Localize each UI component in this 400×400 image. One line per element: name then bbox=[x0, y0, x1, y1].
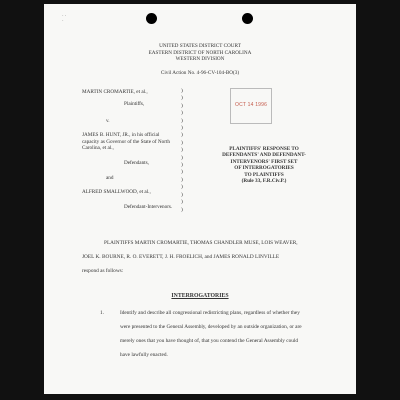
defendant-line-1: JAMES B. HUNT, JR., in his official bbox=[82, 132, 160, 138]
plaintiff-role: Plaintiffs, bbox=[124, 101, 145, 107]
court-name: UNITED STATES DISTRICT COURT bbox=[159, 43, 241, 49]
civil-action-number: Civil Action No. 4-96-CV-104-BO(3) bbox=[160, 70, 240, 76]
response-title-line-3: INTERVENORS' FIRST SET bbox=[230, 158, 298, 165]
scan-specks: · · · bbox=[62, 14, 67, 24]
response-title bbox=[194, 146, 334, 184]
intro-line-2: JOEL K. BOURNE, R. O. EVERETT, J. H. FROELICH, and JAMES RONALD LINVILLE bbox=[82, 254, 280, 260]
response-title-line-6: (Rule 33, F.R.Civ.P.) bbox=[241, 178, 287, 185]
caption-bracket: ) ) ) ) ) ) ) ) ) ) ) ) ) ) ) ) ) bbox=[181, 88, 183, 213]
defendant-line-2: capacity as Governor of the State of North bbox=[82, 138, 171, 145]
intervenor-name: ALFRED SMALLWOOD, et al., bbox=[82, 189, 151, 195]
court-district: EASTERN DISTRICT OF NORTH CAROLINA bbox=[148, 49, 252, 56]
filing-stamp bbox=[230, 88, 272, 124]
defendant-role: Defendants, bbox=[124, 160, 149, 166]
defendant-line-3: Carolina, et al., bbox=[82, 145, 114, 151]
item-line-3: merely ones that you have thought of, that you contend the General Assembly could bbox=[120, 338, 298, 344]
and-conjunction: and bbox=[106, 175, 114, 181]
versus: v. bbox=[106, 118, 110, 124]
interrogatories-heading: INTERROGATORIES bbox=[171, 293, 229, 299]
response-title-line-4: OF INTERROGATORIES bbox=[234, 165, 294, 172]
item-line-2: were presented to the General Assembly, developed by an outside organization, or are bbox=[120, 324, 302, 330]
item-line-1: Identify and describe all congressional redistricting plans, regardless of whether they bbox=[120, 310, 300, 316]
response-title-line-5: TO PLAINTIFFS bbox=[244, 171, 284, 178]
court-division: WESTERN DIVISION bbox=[175, 56, 225, 62]
intervenor-role: Defendant-Intervenors. bbox=[124, 204, 173, 210]
response-title-line-2: DEFENDANTS' AND DEFENDANT- bbox=[222, 152, 306, 159]
plaintiff-name: MARTIN CROMARTIE, et al., bbox=[82, 89, 148, 95]
item-line-4: have lawfully enacted. bbox=[120, 352, 168, 358]
intro-line-1: PLAINTIFFS MARTIN CROMARTIE, THOMAS CHANDLER MUSE, LOIS WEAVER, bbox=[104, 240, 298, 246]
stamp-date: OCT 14 1996 bbox=[235, 102, 268, 108]
intro-line-3: respond as follows: bbox=[82, 268, 124, 274]
punch-hole-left bbox=[146, 13, 157, 24]
punch-hole-right bbox=[242, 13, 253, 24]
document-page bbox=[44, 4, 356, 394]
response-title-line-1: PLAINTIFFS' RESPONSE TO bbox=[229, 146, 299, 152]
item-number: 1. bbox=[100, 310, 104, 316]
